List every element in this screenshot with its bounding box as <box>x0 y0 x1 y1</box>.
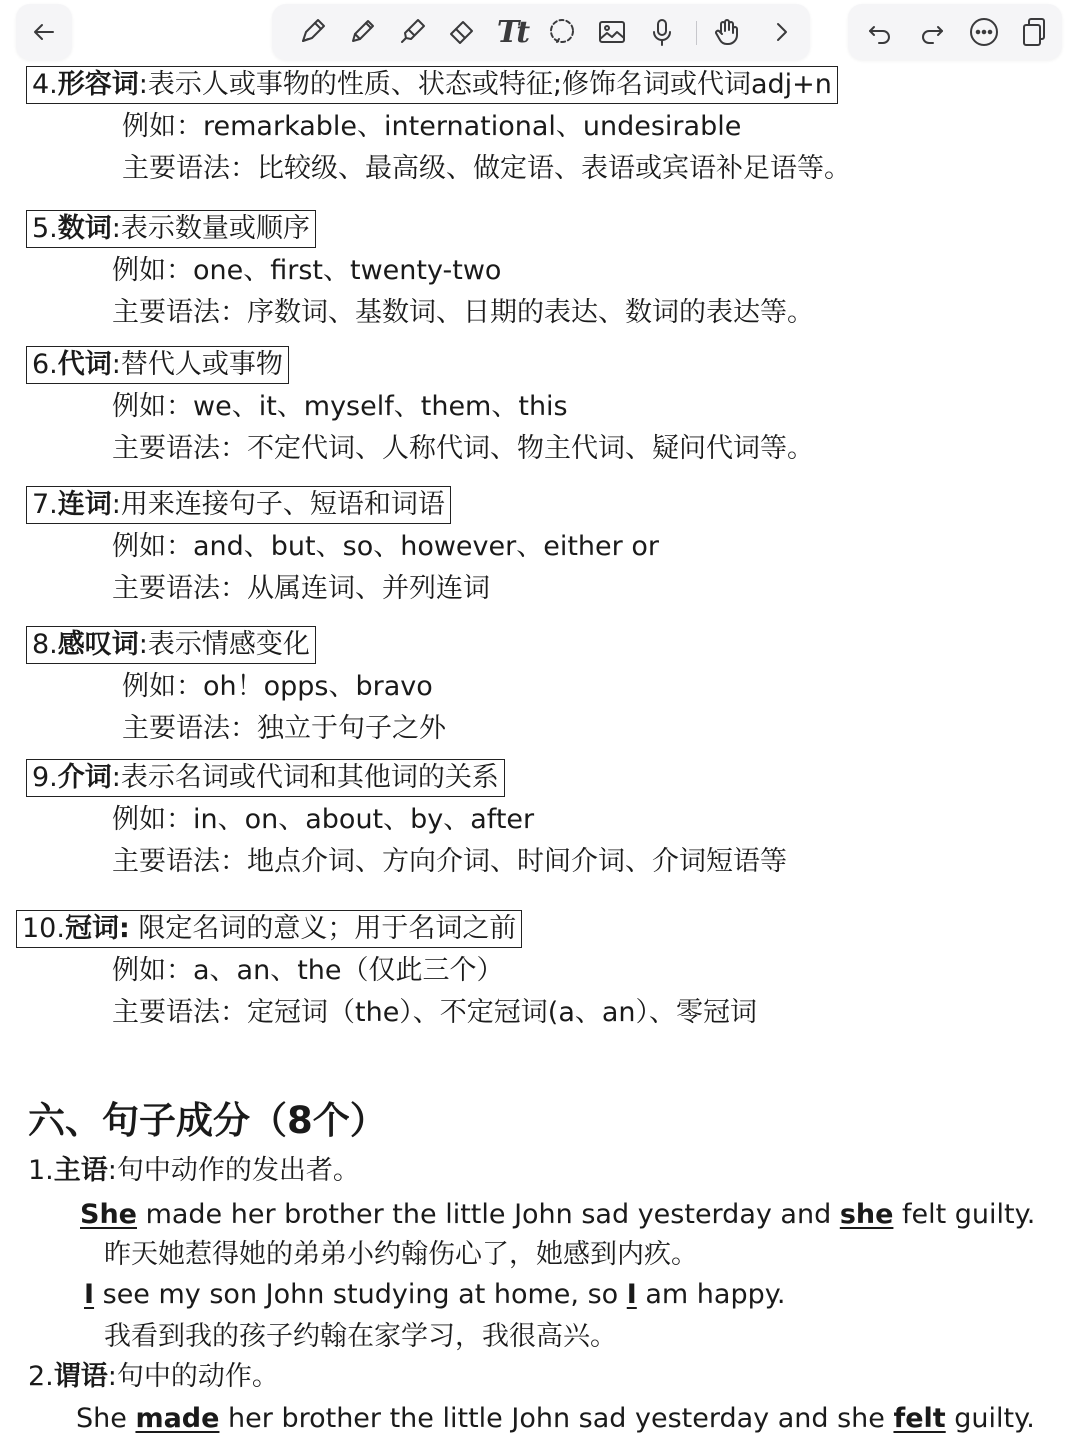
component-number: 2. <box>28 1361 54 1392</box>
heading-number: 5. <box>32 213 58 244</box>
example-line: 例如：a、an、the（仅此三个） <box>112 955 504 986</box>
example-line: 例如：remarkable、international、undesirable <box>122 111 742 142</box>
microphone-icon[interactable] <box>642 12 682 52</box>
heading-term: 冠词: <box>64 913 130 944</box>
pos-heading-pronoun <box>26 346 289 384</box>
example-line: 例如：we、it、myself、them、this <box>112 391 568 422</box>
heading-definition: :替代人或事物 <box>111 349 283 380</box>
sentence-text: see my son John studying at home, so <box>94 1279 627 1310</box>
arrow-left-icon[interactable] <box>24 12 64 52</box>
heading-term: 数词 <box>57 213 112 244</box>
pos-heading-interjection <box>26 626 316 664</box>
image-icon[interactable] <box>592 12 632 52</box>
highlighter-icon[interactable] <box>392 12 432 52</box>
heading-definition: :用来连接句子、短语和词语 <box>111 489 445 520</box>
example-sentence <box>80 1196 1035 1234</box>
heading-term: 形容词 <box>57 69 139 100</box>
heading-number: 9. <box>32 762 58 793</box>
pages-icon[interactable] <box>1014 12 1054 52</box>
toolbar-divider <box>696 21 697 45</box>
heading-definition: :表示数量或顺序 <box>111 213 310 244</box>
grammar-line: 主要语法：序数词、基数词、日期的表达、数词的表达等。 <box>112 297 814 328</box>
heading-term: 感叹词 <box>57 629 139 660</box>
sentence-text: made her brother the little John sad yesterday and <box>136 1199 840 1230</box>
grammar-line: 主要语法：独立于句子之外 <box>122 713 446 744</box>
pos-heading-adjective <box>26 66 838 104</box>
back-button-group <box>16 4 72 60</box>
sentence-text: am happy. <box>636 1279 786 1310</box>
grammar-line: 主要语法：地点介词、方向介词、时间介词、介词短语等 <box>112 846 787 877</box>
sentence-text: guilty. <box>945 1403 1035 1434</box>
pos-heading-numeral <box>26 210 316 248</box>
heading-term: 介词 <box>57 762 112 793</box>
heading-term: 连词 <box>57 489 112 520</box>
sentence-translation: 我看到我的孩子约翰在家学习，我很高兴。 <box>104 1321 617 1352</box>
grammar-line: 主要语法：不定代词、人称代词、物主代词、疑问代词等。 <box>112 433 814 464</box>
grammar-line: 主要语法：从属连词、并列连词 <box>112 573 490 604</box>
heading-definition: :表示人或事物的性质、状态或特征;修饰名词或代词adj+n <box>138 69 832 100</box>
undo-icon[interactable] <box>860 12 900 52</box>
heading-definition: 限定名词的意义；用于名词之前 <box>129 913 517 944</box>
redo-icon[interactable] <box>912 12 952 52</box>
grammar-line: 主要语法：定冠词（the）、不定冠词(a、an）、零冠词 <box>112 997 758 1028</box>
heading-number: 10. <box>22 913 65 944</box>
pos-heading-conjunction <box>26 486 451 524</box>
sentence-translation: 昨天她惹得她的弟弟小约翰伤心了，她感到内疚。 <box>104 1239 698 1270</box>
heading-term: 代词 <box>57 349 112 380</box>
chevron-right-icon[interactable] <box>762 12 802 52</box>
pencil-icon[interactable] <box>342 12 382 52</box>
component-definition: :句中的动作。 <box>107 1361 279 1392</box>
sentence-text: her brother the little John sad yesterday and she <box>219 1403 894 1434</box>
example-line: 例如：in、on、about、by、after <box>112 804 535 835</box>
predicate-word: felt <box>893 1403 946 1434</box>
text-icon[interactable] <box>492 12 532 52</box>
heading-number: 6. <box>32 349 58 380</box>
component-heading-predicate <box>28 1358 279 1396</box>
subject-word: she <box>839 1199 894 1230</box>
hand-icon[interactable] <box>708 12 748 52</box>
lasso-icon[interactable] <box>542 12 582 52</box>
subject-word: I <box>84 1279 95 1310</box>
example-line: 例如：oh！opps、bravo <box>122 671 433 702</box>
example-line: 例如：one、first、twenty-two <box>112 255 502 286</box>
subject-word: She <box>80 1199 137 1230</box>
section-title: 六、句子成分（8个） <box>28 1099 387 1142</box>
heading-definition: :表示情感变化 <box>138 629 310 660</box>
example-sentence <box>84 1276 785 1314</box>
drawing-tools-toolbar <box>272 4 810 60</box>
component-heading-subject <box>28 1152 360 1190</box>
component-number: 1. <box>28 1155 54 1186</box>
heading-number: 8. <box>32 629 58 660</box>
component-definition: :句中动作的发出者。 <box>107 1155 360 1186</box>
heading-number: 4. <box>32 69 58 100</box>
pos-heading-article <box>16 910 522 948</box>
sentence-text: felt guilty. <box>893 1199 1036 1230</box>
component-term: 主语 <box>53 1155 108 1186</box>
text-tool-glyph: Tt <box>496 14 528 50</box>
sentence-text: She <box>76 1403 136 1434</box>
heading-number: 7. <box>32 489 58 520</box>
pos-heading-preposition <box>26 759 505 797</box>
example-line: 例如：and、but、so、however、either or <box>112 531 659 562</box>
document-actions-toolbar <box>848 4 1062 60</box>
more-icon[interactable] <box>964 12 1004 52</box>
pen-icon[interactable] <box>292 12 332 52</box>
subject-word: I <box>626 1279 637 1310</box>
example-sentence <box>76 1400 1035 1438</box>
grammar-line: 主要语法：比较级、最高级、做定语、表语或宾语补足语等。 <box>122 153 851 184</box>
eraser-icon[interactable] <box>442 12 482 52</box>
predicate-word: made <box>135 1403 220 1434</box>
component-term: 谓语 <box>53 1361 108 1392</box>
heading-definition: :表示名词或代词和其他词的关系 <box>111 762 499 793</box>
